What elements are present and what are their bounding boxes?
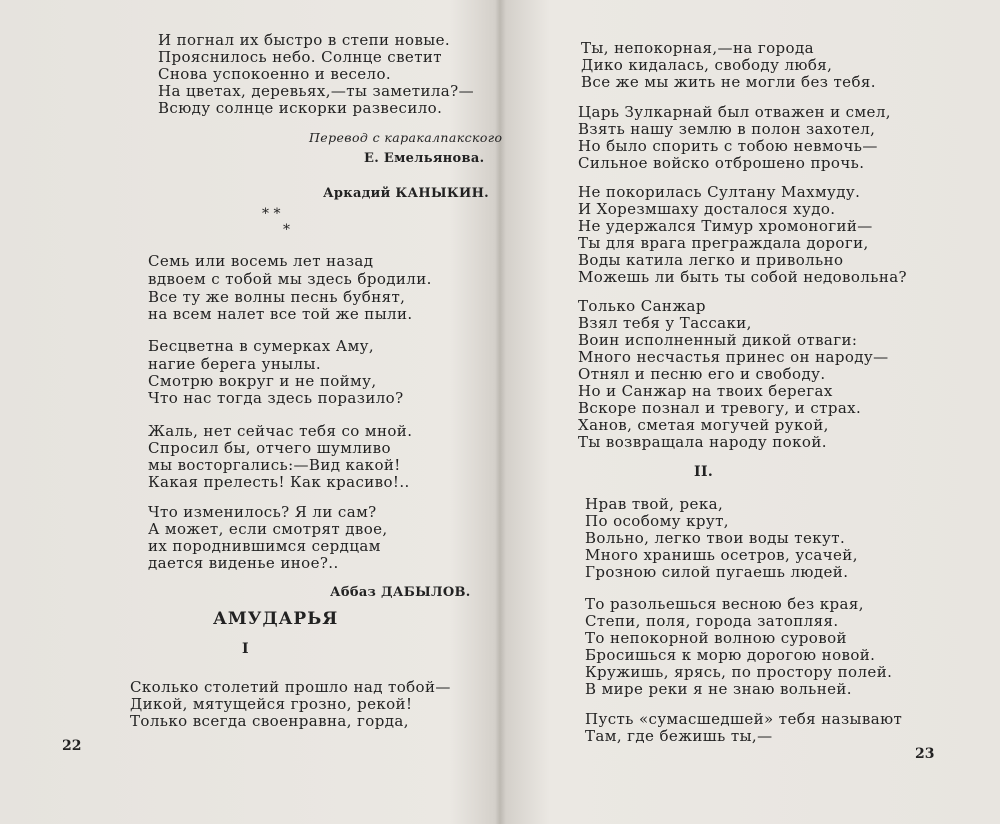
- poem-line: Много несчастья принес он народу—: [578, 348, 889, 366]
- poem-line: Пусть «сумасшедшей» тебя называют: [585, 710, 903, 728]
- poem-line: Не удержался Тимур хромоногий—: [578, 217, 873, 235]
- poem-line: Ты для врага преграждала дороги,: [578, 234, 869, 252]
- poem-line: По особому крут,: [585, 512, 729, 530]
- poem-line: вдвоем с тобой мы здесь бродили.: [148, 270, 432, 288]
- poem-line: Жаль, нет сейчас тебя со мной.: [148, 422, 413, 440]
- poem-line: Бросишься к морю дорогою новой.: [585, 646, 876, 664]
- poem-line: И Хорезмшаху досталося худо.: [578, 200, 836, 218]
- right-page: [505, 0, 1000, 824]
- author-name: Аббаз ДАБЫЛОВ.: [330, 585, 471, 600]
- poem-line: В мире реки я не знаю вольней.: [585, 680, 852, 698]
- poem-line: Взять нашу землю в полон захотел,: [578, 120, 876, 138]
- poem-line: То непокорной волною суровой: [585, 629, 847, 647]
- poem-line: То разольешься весною без края,: [585, 595, 864, 613]
- poem-line: на всем налет все той же пыли.: [148, 305, 413, 323]
- poem-line: Царь Зулкарнай был отважен и смел,: [578, 103, 891, 121]
- poem-line: Много хранишь осетров, усачей,: [585, 546, 858, 564]
- poem-line: На цветах, деревьях,—ты заметила?—: [158, 82, 474, 100]
- stars-divider: * *: [262, 206, 281, 222]
- poem-line: Сколько столетий прошло над тобой—: [130, 678, 451, 696]
- poem-line: Семь или восемь лет назад: [148, 252, 374, 270]
- poem-line: Какая прелесть! Как красиво!..: [148, 473, 410, 491]
- poem-line: Воды катила легко и привольно: [578, 251, 844, 269]
- poem-line: Спросил бы, отчего шумливо: [148, 439, 391, 457]
- poem-line: Ханов, сметая могучей рукой,: [578, 416, 829, 434]
- poem-line: Всюду солнце искорки развесило.: [158, 99, 443, 117]
- poem-line: Ты, непокорная,—на города: [581, 39, 814, 57]
- poem-line: Что нас тогда здесь поразило?: [148, 389, 404, 407]
- page-number: 22: [62, 738, 82, 754]
- poem-line: Грозною силой пугаешь людей.: [585, 563, 849, 581]
- poem-line: Там, где бежишь ты,—: [585, 727, 773, 745]
- author-name: Аркадий КАНЫКИН.: [323, 186, 489, 201]
- section-number: I: [242, 641, 249, 657]
- translator-name: Е. Емельянова.: [364, 151, 485, 166]
- poem-line: Только Санжар: [578, 297, 706, 315]
- section-number: II.: [694, 464, 714, 480]
- poem-line: Кружишь, ярясь, по простору полей.: [585, 663, 893, 681]
- poem-line: Нрав твой, река,: [585, 495, 724, 513]
- poem-line: Можешь ли быть ты собой недовольна?: [578, 268, 907, 286]
- poem-line: Все же мы жить не могли без тебя.: [581, 73, 876, 91]
- poem-line: их породнившимся сердцам: [148, 537, 381, 555]
- poem-line: Но было спорить с тобою невмочь—: [578, 137, 878, 155]
- poem-line: Вольно, легко твои воды текут.: [585, 529, 846, 547]
- poem-line: Дикой, мятущейся грозно, рекой!: [130, 695, 413, 713]
- poem-line: Ты возвращала народу покой.: [578, 433, 827, 451]
- poem-line: Дико кидалась, свободу любя,: [581, 56, 833, 74]
- translation-note: Перевод с каракалпакского: [309, 130, 503, 145]
- poem-line: Прояснилось небо. Солнце светит: [158, 48, 442, 66]
- poem-line: И погнал их быстро в степи новые.: [158, 31, 451, 49]
- poem-line: нагие берега унылы.: [148, 355, 321, 373]
- poem-line: А может, если смотрят двое,: [148, 520, 388, 538]
- poem-line: Воин исполненный дикой отваги:: [578, 331, 858, 349]
- poem-line: мы восторгались:—Вид какой!: [148, 456, 401, 474]
- poem-line: Смотрю вокруг и не пойму,: [148, 372, 377, 390]
- poem-line: Все ту же волны песнь бубнят,: [148, 288, 406, 306]
- poem-line: Взял тебя у Тассаки,: [578, 314, 752, 332]
- poem-line: Степи, поля, города затопляя.: [585, 612, 839, 630]
- poem-line: Что изменилось? Я ли сам?: [148, 503, 377, 521]
- poem-line: Только всегда своенравна, горда,: [130, 712, 409, 730]
- poem-line: Но и Санжар на твоих берегах: [578, 382, 833, 400]
- poem-line: Отнял и песню его и свободу.: [578, 365, 826, 383]
- poem-line: Не покорилась Султану Махмуду.: [578, 183, 861, 201]
- poem-line: Снова успокоенно и весело.: [158, 65, 392, 83]
- poem-line: Бесцветна в сумерках Аму,: [148, 337, 375, 355]
- poem-line: дается виденье иное?..: [148, 554, 339, 572]
- poem-title: АМУДАРЬЯ: [213, 609, 339, 629]
- page-number: 23: [915, 746, 935, 762]
- poem-line: Вскоре познал и тревогу, и страх.: [578, 399, 862, 417]
- stars-divider: *: [283, 222, 290, 238]
- poem-line: Сильное войско отброшено прочь.: [578, 154, 865, 172]
